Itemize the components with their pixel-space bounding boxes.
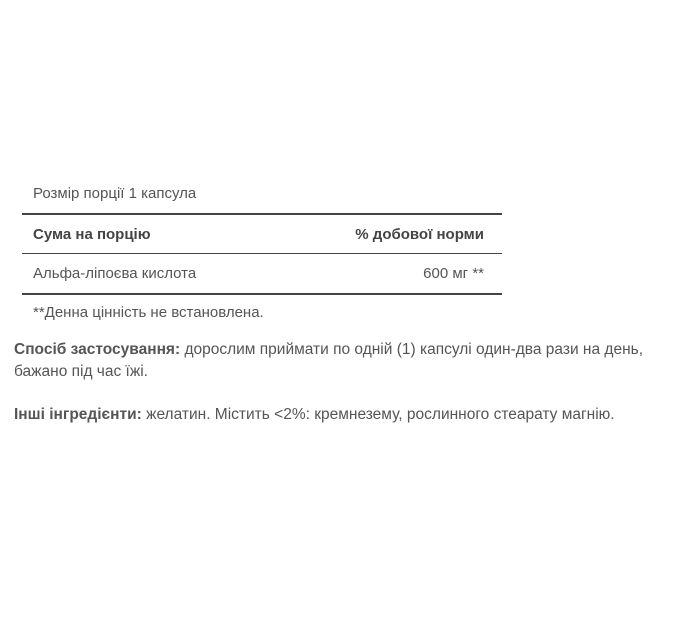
supplement-facts-table bbox=[22, 180, 502, 323]
usage-label: Спосіб застосування: bbox=[14, 341, 181, 358]
ingredient-amount: 600 мг ** bbox=[423, 265, 484, 282]
serving-size: Розмір порції 1 капсула bbox=[22, 180, 502, 215]
other-ingredients-label: Інші інгредієнти: bbox=[14, 406, 142, 423]
other-ingredients-text: желатин. Містить <2%: кремнезему, рослинного стеарату магнію. bbox=[141, 406, 615, 423]
usage-text: дорослим приймати по одній (1) капсулі один-два рази на день, бажано під час їжі. bbox=[14, 341, 644, 380]
daily-value-header: % добової норми bbox=[355, 225, 484, 243]
ingredient-name: Альфа-ліпоєва кислота bbox=[33, 265, 197, 282]
table-row bbox=[22, 254, 502, 295]
amount-per-serving-header: Сума на порцію bbox=[33, 225, 151, 243]
usage-paragraph bbox=[14, 339, 674, 383]
daily-value-footnote: **Денна цінність не встановлена. bbox=[33, 304, 264, 321]
other-ingredients-paragraph bbox=[14, 404, 674, 426]
facts-header-row bbox=[22, 215, 502, 254]
